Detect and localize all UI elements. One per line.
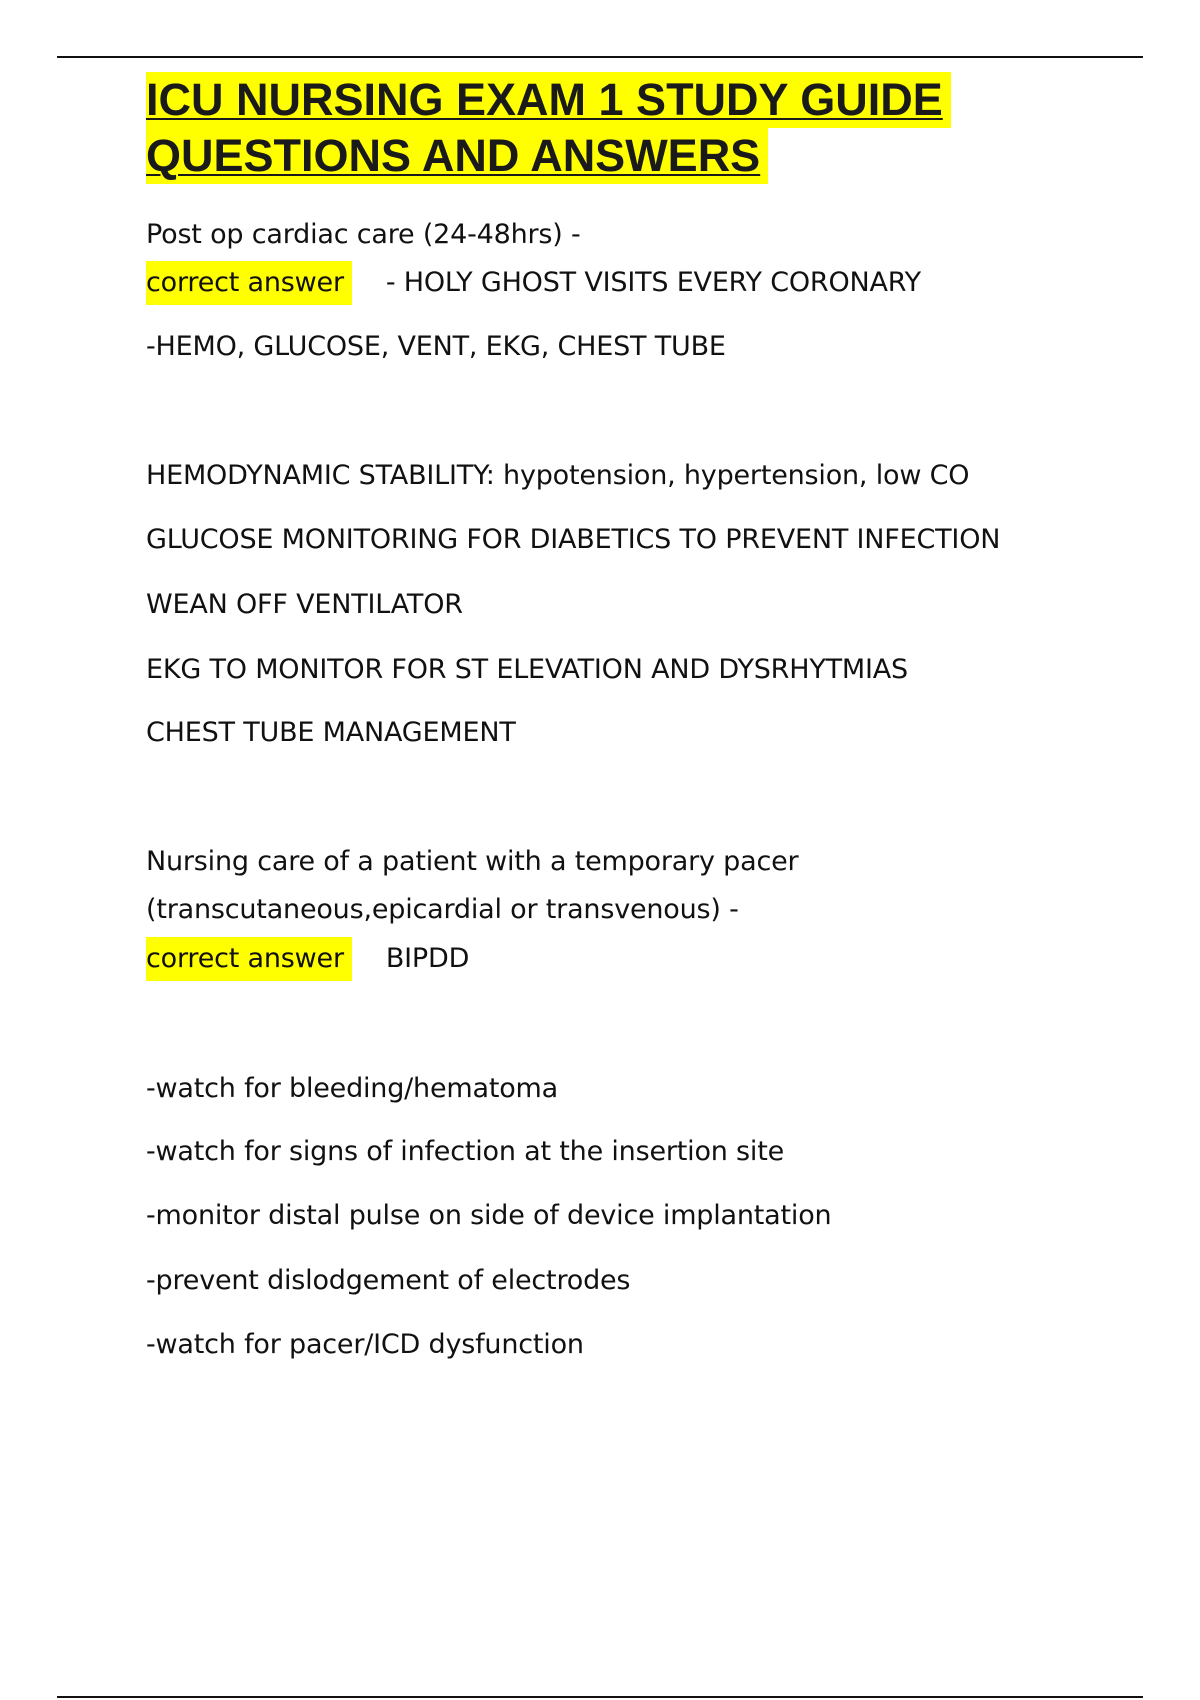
q1-correct-answer-label: correct answer xyxy=(146,261,352,305)
q1-line-3: GLUCOSE MONITORING FOR DIABETICS TO PREVENT INFECTION xyxy=(146,524,1001,555)
top-rule xyxy=(57,56,1143,58)
q1-answer-row xyxy=(146,261,921,305)
q1-line-5: EKG TO MONITOR FOR ST ELEVATION AND DYSRHYTMIAS xyxy=(146,654,908,685)
q1-question: Post op cardiac care (24-48hrs) - xyxy=(146,219,581,250)
bottom-rule xyxy=(57,1696,1143,1698)
q2-correct-answer-label: correct answer xyxy=(146,937,352,981)
q1-line-6: CHEST TUBE MANAGEMENT xyxy=(146,717,516,748)
q2-question-line-2: (transcutaneous,epicardial or transvenous) - xyxy=(146,894,739,925)
q2-line-1: -watch for bleeding/hematoma xyxy=(146,1073,558,1104)
q2-line-4: -prevent dislodgement of electrodes xyxy=(146,1265,631,1296)
q2-answer-row xyxy=(146,937,469,981)
q1-answer-text: - HOLY GHOST VISITS EVERY CORONARY xyxy=(385,267,921,298)
q1-line-2: HEMODYNAMIC STABILITY: hypotension, hypertension, low CO xyxy=(146,460,970,491)
q1-line-4: WEAN OFF VENTILATOR xyxy=(146,589,463,620)
q1-line-1: -HEMO, GLUCOSE, VENT, EKG, CHEST TUBE xyxy=(146,331,726,362)
title-line-1: ICU NURSING EXAM 1 STUDY GUIDE xyxy=(146,72,951,128)
q2-answer-text: BIPDD xyxy=(385,943,470,974)
q2-line-5: -watch for pacer/ICD dysfunction xyxy=(146,1329,584,1360)
document-title xyxy=(146,72,1146,184)
q2-line-3: -monitor distal pulse on side of device implantation xyxy=(146,1200,832,1231)
title-line-2: QUESTIONS AND ANSWERS xyxy=(146,128,768,184)
q2-question-line-1: Nursing care of a patient with a temporary pacer xyxy=(146,846,799,877)
q2-line-2: -watch for signs of infection at the insertion site xyxy=(146,1136,785,1167)
